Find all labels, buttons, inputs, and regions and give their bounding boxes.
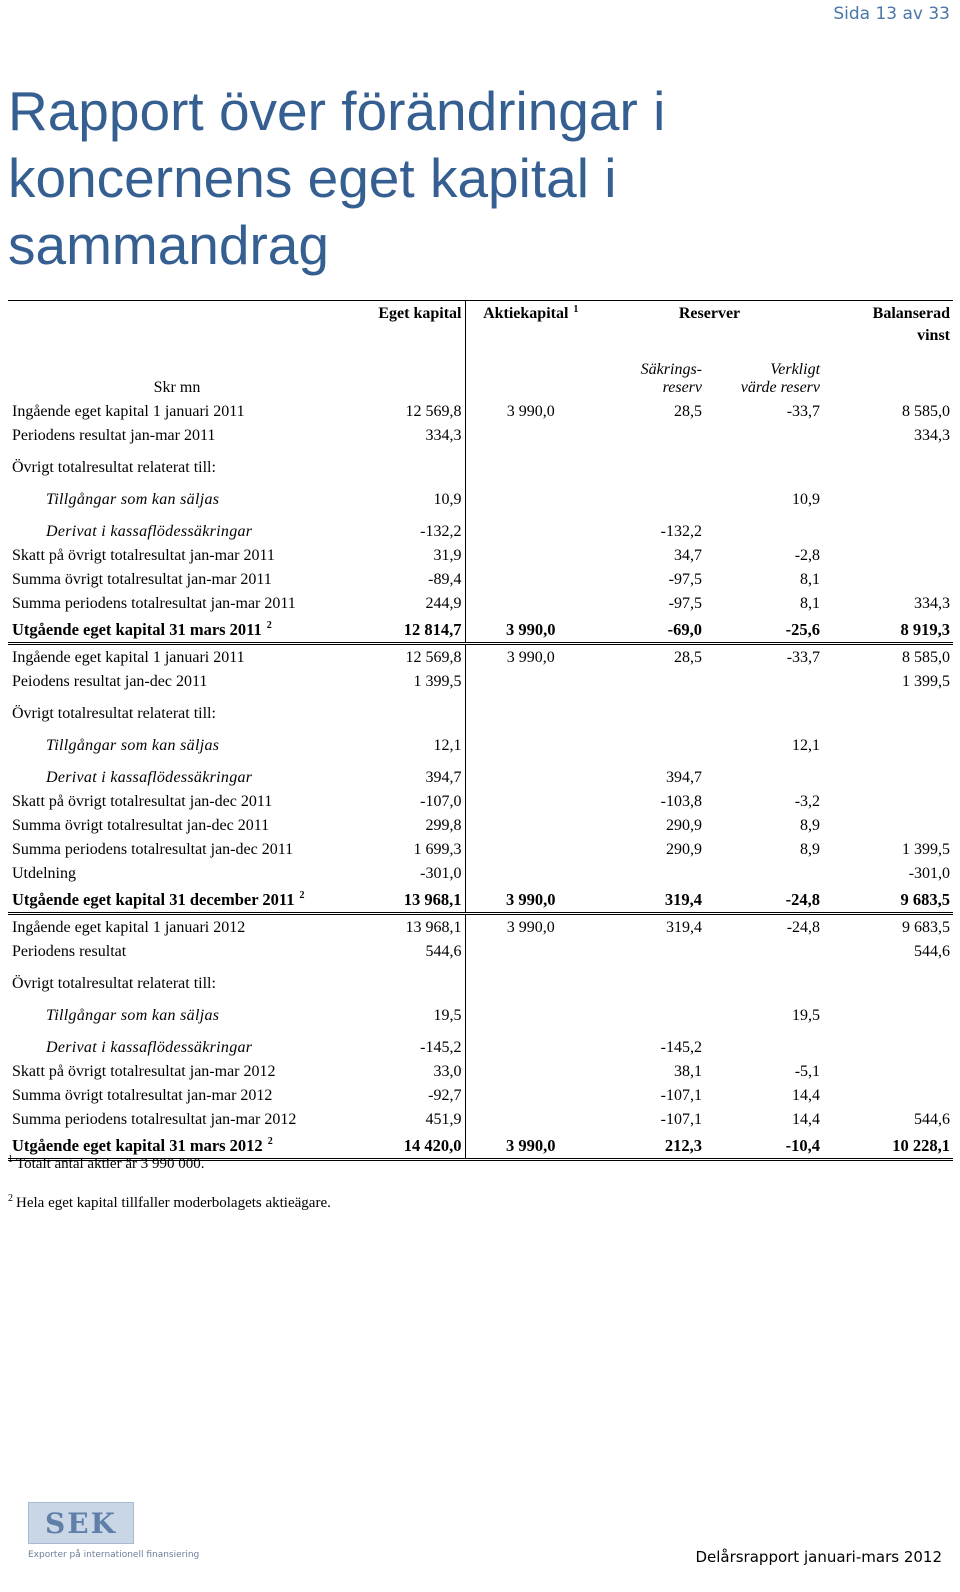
- cell-c1: -145,2: [420, 1039, 462, 1056]
- table-row: [8, 913, 953, 937]
- cell-c1: 14 420,0: [345, 1129, 465, 1159]
- cell-c3: [595, 691, 705, 723]
- row-label-text: Utgående eget kapital 31 december 2011: [12, 889, 295, 909]
- row-label: [8, 613, 345, 643]
- cell-c5: [823, 787, 953, 811]
- cell-c1: [345, 445, 465, 477]
- col-header-verkligt-line1: Verkligt: [770, 361, 821, 378]
- cell-c3: -132,2: [660, 523, 702, 540]
- cell-c2: [465, 859, 595, 883]
- row-label-text: Summa periodens totalresultat jan-dec 2011: [12, 841, 294, 858]
- cell-c1: 451,9: [425, 1111, 462, 1128]
- row-label: [8, 723, 345, 755]
- col-header-aktiekapital-label: Aktiekapital: [483, 305, 569, 322]
- cell-c1: 334,3: [425, 427, 462, 444]
- table-row: [8, 565, 953, 589]
- cell-c1: [345, 691, 465, 723]
- footnote-mark: 1: [573, 303, 579, 315]
- cell-c1: 31,9: [433, 547, 462, 564]
- cell-c5: [823, 1081, 953, 1105]
- cell-c4: 8,9: [800, 817, 821, 834]
- table-row: [8, 589, 953, 613]
- cell-c2: [465, 811, 595, 835]
- page-title: [8, 78, 768, 279]
- row-label-text: Ingående eget kapital 1 januari 2011: [12, 403, 245, 420]
- cell-c4: -10,4: [705, 1129, 823, 1159]
- cell-c3: -97,5: [668, 595, 702, 612]
- row-label: [8, 477, 345, 509]
- equity-changes-table: [8, 300, 953, 1161]
- cell-c3: 28,5: [674, 403, 702, 420]
- cell-c4: 8,9: [800, 841, 821, 858]
- cell-c4: -24,8: [786, 919, 821, 936]
- footnote-text: Totalt antal aktier är 3 990 000.: [16, 1156, 205, 1172]
- cell-c5: 544,6: [914, 943, 951, 960]
- col-header-verkligt-line2: värde reserv: [740, 379, 821, 396]
- row-label-text: Ingående eget kapital 1 januari 2012: [12, 919, 246, 936]
- col-header-balanserad-line2: vinst: [917, 327, 951, 344]
- table-row: [8, 643, 953, 667]
- table-row: [8, 937, 953, 961]
- cell-c5: 9 683,5: [823, 883, 953, 913]
- footnote: [8, 1156, 331, 1173]
- cell-c5: [823, 755, 953, 787]
- table-row: [8, 1129, 953, 1159]
- row-label-text: Tillgångar som kan säljas: [46, 737, 220, 754]
- cell-c1: 13 968,1: [345, 883, 465, 913]
- row-label-text: Utgående eget kapital 31 mars 2012: [12, 1135, 263, 1155]
- cell-c5: [823, 509, 953, 541]
- cell-c4: 8,1: [800, 595, 821, 612]
- cell-c1: -301,0: [420, 865, 462, 882]
- row-label: [8, 937, 345, 961]
- cell-c5: 8 585,0: [902, 403, 951, 420]
- col-header-reserver: Reserver: [678, 305, 741, 322]
- cell-c3: [595, 421, 705, 445]
- cell-c4: -3,2: [794, 793, 821, 810]
- cell-c1: 33,0: [433, 1063, 462, 1080]
- cell-c2: [465, 541, 595, 565]
- cell-c2: 3 990,0: [465, 613, 595, 643]
- cell-c4: 10,9: [792, 491, 821, 508]
- logo-tagline: Exporter på internationell finansiering: [28, 1550, 200, 1560]
- row-label: [8, 859, 345, 883]
- cell-c4: 8,1: [800, 571, 821, 588]
- table-row: [8, 1105, 953, 1129]
- row-label-text: Derivat i kassaflödessäkringar: [46, 1039, 253, 1056]
- cell-c3: [595, 961, 705, 993]
- cell-c2: [465, 1105, 595, 1129]
- cell-c5: 1 399,5: [902, 673, 951, 690]
- cell-c5: 544,6: [914, 1111, 951, 1128]
- cell-c2: [465, 1057, 595, 1081]
- unit-label: Skr mn: [153, 379, 201, 396]
- page-number: Sida 13 av 33: [833, 4, 950, 24]
- cell-c5: [823, 691, 953, 723]
- table-row: [8, 397, 953, 421]
- cell-c1: [345, 961, 465, 993]
- cell-c1: 12,1: [433, 737, 462, 754]
- row-label: [8, 1129, 345, 1159]
- row-label-text: Utdelning: [12, 865, 76, 882]
- row-label: [8, 1025, 345, 1057]
- cell-c3: [595, 859, 705, 883]
- row-label: [8, 643, 345, 667]
- cell-c2: [465, 691, 595, 723]
- cell-c4: [705, 755, 823, 787]
- row-label: [8, 1057, 345, 1081]
- cell-c2: 3 990,0: [465, 397, 595, 421]
- cell-c4: -2,8: [794, 547, 821, 564]
- table-row: [8, 667, 953, 691]
- col-header-sakrings-line1: Säkrings-: [640, 361, 702, 378]
- cell-c4: [705, 1025, 823, 1057]
- row-label-text: Derivat i kassaflödessäkringar: [46, 523, 253, 540]
- cell-c2: [465, 477, 595, 509]
- table-row: [8, 691, 953, 723]
- table-row: [8, 883, 953, 913]
- row-label: [8, 787, 345, 811]
- sek-logo: [28, 1502, 200, 1572]
- table-row: [8, 835, 953, 859]
- cell-c4: [705, 421, 823, 445]
- col-header-sakringsreserv: [595, 349, 705, 397]
- table-row: [8, 723, 953, 755]
- cell-c3: [595, 937, 705, 961]
- table-row: [8, 755, 953, 787]
- cell-c5: [823, 445, 953, 477]
- table-row: [8, 1057, 953, 1081]
- cell-c1: 12 569,8: [405, 403, 462, 420]
- footnote: [8, 1195, 331, 1212]
- table-row: [8, 811, 953, 835]
- row-label: [8, 509, 345, 541]
- table-row: [8, 477, 953, 509]
- cell-c2: [465, 835, 595, 859]
- cell-c5: -301,0: [908, 865, 951, 882]
- cell-c1: 10,9: [433, 491, 462, 508]
- row-label: [8, 1081, 345, 1105]
- cell-c2: 3 990,0: [465, 643, 595, 667]
- cell-c3: -107,1: [660, 1087, 702, 1104]
- cell-c2: [465, 961, 595, 993]
- row-label-text: Periodens resultat jan-mar 2011: [12, 427, 216, 444]
- cell-c2: [465, 1081, 595, 1105]
- col-header-balanserad-vinst: [823, 301, 953, 349]
- cell-c2: [465, 589, 595, 613]
- row-label: [8, 445, 345, 477]
- row-label: [8, 565, 345, 589]
- row-label-text: Övrigt totalresultat relaterat till:: [12, 705, 216, 722]
- cell-c3: [595, 477, 705, 509]
- row-label-text: Summa periodens totalresultat jan-mar 2011: [12, 595, 296, 612]
- row-label-text: Derivat i kassaflödessäkringar: [46, 769, 253, 786]
- row-label-text: Summa övrigt totalresultat jan-mar 2011: [12, 571, 272, 588]
- row-label-text: Summa övrigt totalresultat jan-mar 2012: [12, 1087, 273, 1104]
- cell-c1: 394,7: [425, 769, 462, 786]
- cell-c2: [465, 445, 595, 477]
- col-header-sakrings-line2: reserv: [662, 379, 702, 396]
- cell-c4: 19,5: [792, 1007, 821, 1024]
- cell-c5: [823, 541, 953, 565]
- cell-c3: 290,9: [666, 817, 702, 834]
- cell-c5: 10 228,1: [823, 1129, 953, 1159]
- cell-c5: [823, 1057, 953, 1081]
- table-row: [8, 509, 953, 541]
- cell-c5: [823, 1025, 953, 1057]
- table-row: [8, 445, 953, 477]
- row-label-text: Skatt på övrigt totalresultat jan-dec 2011: [12, 793, 273, 810]
- row-label-text: Peiodens resultat jan-dec 2011: [12, 673, 208, 690]
- cell-c3: 28,5: [674, 649, 702, 666]
- footnote-mark: 1: [8, 1154, 13, 1165]
- table-row: [8, 859, 953, 883]
- row-label: [8, 755, 345, 787]
- cell-c4: -25,6: [705, 613, 823, 643]
- cell-c1: -132,2: [420, 523, 462, 540]
- cell-c3: [595, 993, 705, 1025]
- cell-c2: [465, 565, 595, 589]
- footnote-mark: 2: [299, 890, 305, 901]
- cell-c1: 244,9: [425, 595, 462, 612]
- cell-c1: 19,5: [433, 1007, 462, 1024]
- report-footer: Delårsrapport januari-mars 2012: [695, 1548, 942, 1566]
- cell-c4: [705, 667, 823, 691]
- row-label: [8, 589, 345, 613]
- table-row: [8, 421, 953, 445]
- cell-c1: 544,6: [425, 943, 462, 960]
- cell-c1: -107,0: [420, 793, 462, 810]
- cell-c3: 319,4: [595, 883, 705, 913]
- cell-c5: [823, 961, 953, 993]
- cell-c3: [595, 723, 705, 755]
- row-label-text: Tillgångar som kan säljas: [46, 1007, 220, 1024]
- row-label-text: Summa periodens totalresultat jan-mar 2012: [12, 1111, 297, 1128]
- cell-c2: [465, 421, 595, 445]
- cell-c5: 1 399,5: [902, 841, 951, 858]
- cell-c5: 8 585,0: [902, 649, 951, 666]
- cell-c3: 38,1: [674, 1063, 702, 1080]
- cell-c3: 212,3: [595, 1129, 705, 1159]
- row-label: [8, 421, 345, 445]
- cell-c1: 299,8: [425, 817, 462, 834]
- table-row: [8, 541, 953, 565]
- row-label: [8, 913, 345, 937]
- row-label-text: Ingående eget kapital 1 januari 2011: [12, 649, 245, 666]
- row-label: [8, 961, 345, 993]
- cell-c3: 394,7: [666, 769, 702, 786]
- cell-c3: -103,8: [660, 793, 702, 810]
- cell-c2: [465, 755, 595, 787]
- col-header-aktiekapital: [465, 301, 595, 349]
- table-row: [8, 993, 953, 1025]
- logo-mark: SEK: [28, 1502, 134, 1544]
- cell-c1: -89,4: [428, 571, 462, 588]
- cell-c2: [465, 787, 595, 811]
- cell-c4: 14,4: [792, 1111, 821, 1128]
- cell-c3: -107,1: [660, 1111, 702, 1128]
- title-line: koncernens eget kapital i: [8, 147, 617, 209]
- cell-c1: 13 968,1: [405, 919, 462, 936]
- cell-c1: 12 814,7: [345, 613, 465, 643]
- cell-c3: -145,2: [660, 1039, 702, 1056]
- footnote-text: Hela eget kapital tillfaller moderbolagets aktieägare.: [16, 1195, 331, 1211]
- cell-c4: -24,8: [705, 883, 823, 913]
- cell-c2: [465, 509, 595, 541]
- cell-c4: 12,1: [792, 737, 821, 754]
- footnotes: [8, 1156, 331, 1234]
- row-label-text: Övrigt totalresultat relaterat till:: [12, 459, 216, 476]
- row-label: [8, 835, 345, 859]
- cell-c2: [465, 1025, 595, 1057]
- cell-c1: -92,7: [428, 1087, 462, 1104]
- cell-c4: [705, 961, 823, 993]
- cell-c5: [823, 477, 953, 509]
- row-label-text: Tillgångar som kan säljas: [46, 491, 220, 508]
- cell-c5: 8 919,3: [823, 613, 953, 643]
- table-row: [8, 613, 953, 643]
- cell-c4: [705, 445, 823, 477]
- cell-c5: [823, 565, 953, 589]
- row-label-text: Periodens resultat: [12, 943, 127, 960]
- cell-c3: -97,5: [668, 571, 702, 588]
- footnote-mark: 2: [8, 1193, 13, 1204]
- cell-c4: [705, 937, 823, 961]
- col-header-verkligt-varde: [705, 349, 823, 397]
- cell-c2: 3 990,0: [465, 1129, 595, 1159]
- row-label: [8, 667, 345, 691]
- cell-c5: 334,3: [914, 595, 951, 612]
- cell-c5: [823, 723, 953, 755]
- cell-c4: 14,4: [792, 1087, 821, 1104]
- cell-c2: [465, 937, 595, 961]
- cell-c2: [465, 723, 595, 755]
- cell-c1: 1 399,5: [413, 673, 462, 690]
- row-label-text: Skatt på övrigt totalresultat jan-mar 2012: [12, 1063, 276, 1080]
- row-label: [8, 397, 345, 421]
- cell-c2: 3 990,0: [465, 913, 595, 937]
- cell-c3: -69,0: [595, 613, 705, 643]
- title-line: sammandrag: [8, 214, 329, 276]
- cell-c5: [823, 993, 953, 1025]
- row-label: [8, 1105, 345, 1129]
- cell-c5: [823, 811, 953, 835]
- row-label: [8, 541, 345, 565]
- cell-c5: 334,3: [914, 427, 951, 444]
- row-label-text: Summa övrigt totalresultat jan-dec 2011: [12, 817, 270, 834]
- col-header-balanserad-line1: Balanserad: [872, 305, 951, 322]
- row-label-text: Utgående eget kapital 31 mars 2011: [12, 619, 262, 639]
- table-row: [8, 1025, 953, 1057]
- row-label: [8, 811, 345, 835]
- title-line: Rapport över förändringar i: [8, 80, 666, 142]
- row-label: [8, 691, 345, 723]
- cell-c4: [705, 691, 823, 723]
- cell-c4: -33,7: [786, 403, 821, 420]
- row-label-text: Övrigt totalresultat relaterat till:: [12, 975, 216, 992]
- cell-c2: 3 990,0: [465, 883, 595, 913]
- cell-c4: [705, 509, 823, 541]
- cell-c1: 1 699,3: [413, 841, 462, 858]
- row-label: [8, 993, 345, 1025]
- cell-c5: 9 683,5: [902, 919, 951, 936]
- cell-c2: [465, 993, 595, 1025]
- cell-c3: [595, 667, 705, 691]
- col-header-eget-kapital: Eget kapital: [378, 305, 462, 322]
- cell-c4: -33,7: [786, 649, 821, 666]
- cell-c4: [705, 859, 823, 883]
- cell-c4: -5,1: [794, 1063, 821, 1080]
- cell-c3: 319,4: [666, 919, 702, 936]
- footnote-mark: 2: [266, 620, 272, 631]
- row-label-text: Skatt på övrigt totalresultat jan-mar 2011: [12, 547, 275, 564]
- row-label: [8, 883, 345, 913]
- cell-c3: [595, 445, 705, 477]
- table-row: [8, 787, 953, 811]
- cell-c3: 290,9: [666, 841, 702, 858]
- table-row: [8, 1081, 953, 1105]
- cell-c3: 34,7: [674, 547, 702, 564]
- cell-c1: 12 569,8: [405, 649, 462, 666]
- table-row: [8, 961, 953, 993]
- cell-c2: [465, 667, 595, 691]
- footnote-mark: 2: [267, 1136, 273, 1147]
